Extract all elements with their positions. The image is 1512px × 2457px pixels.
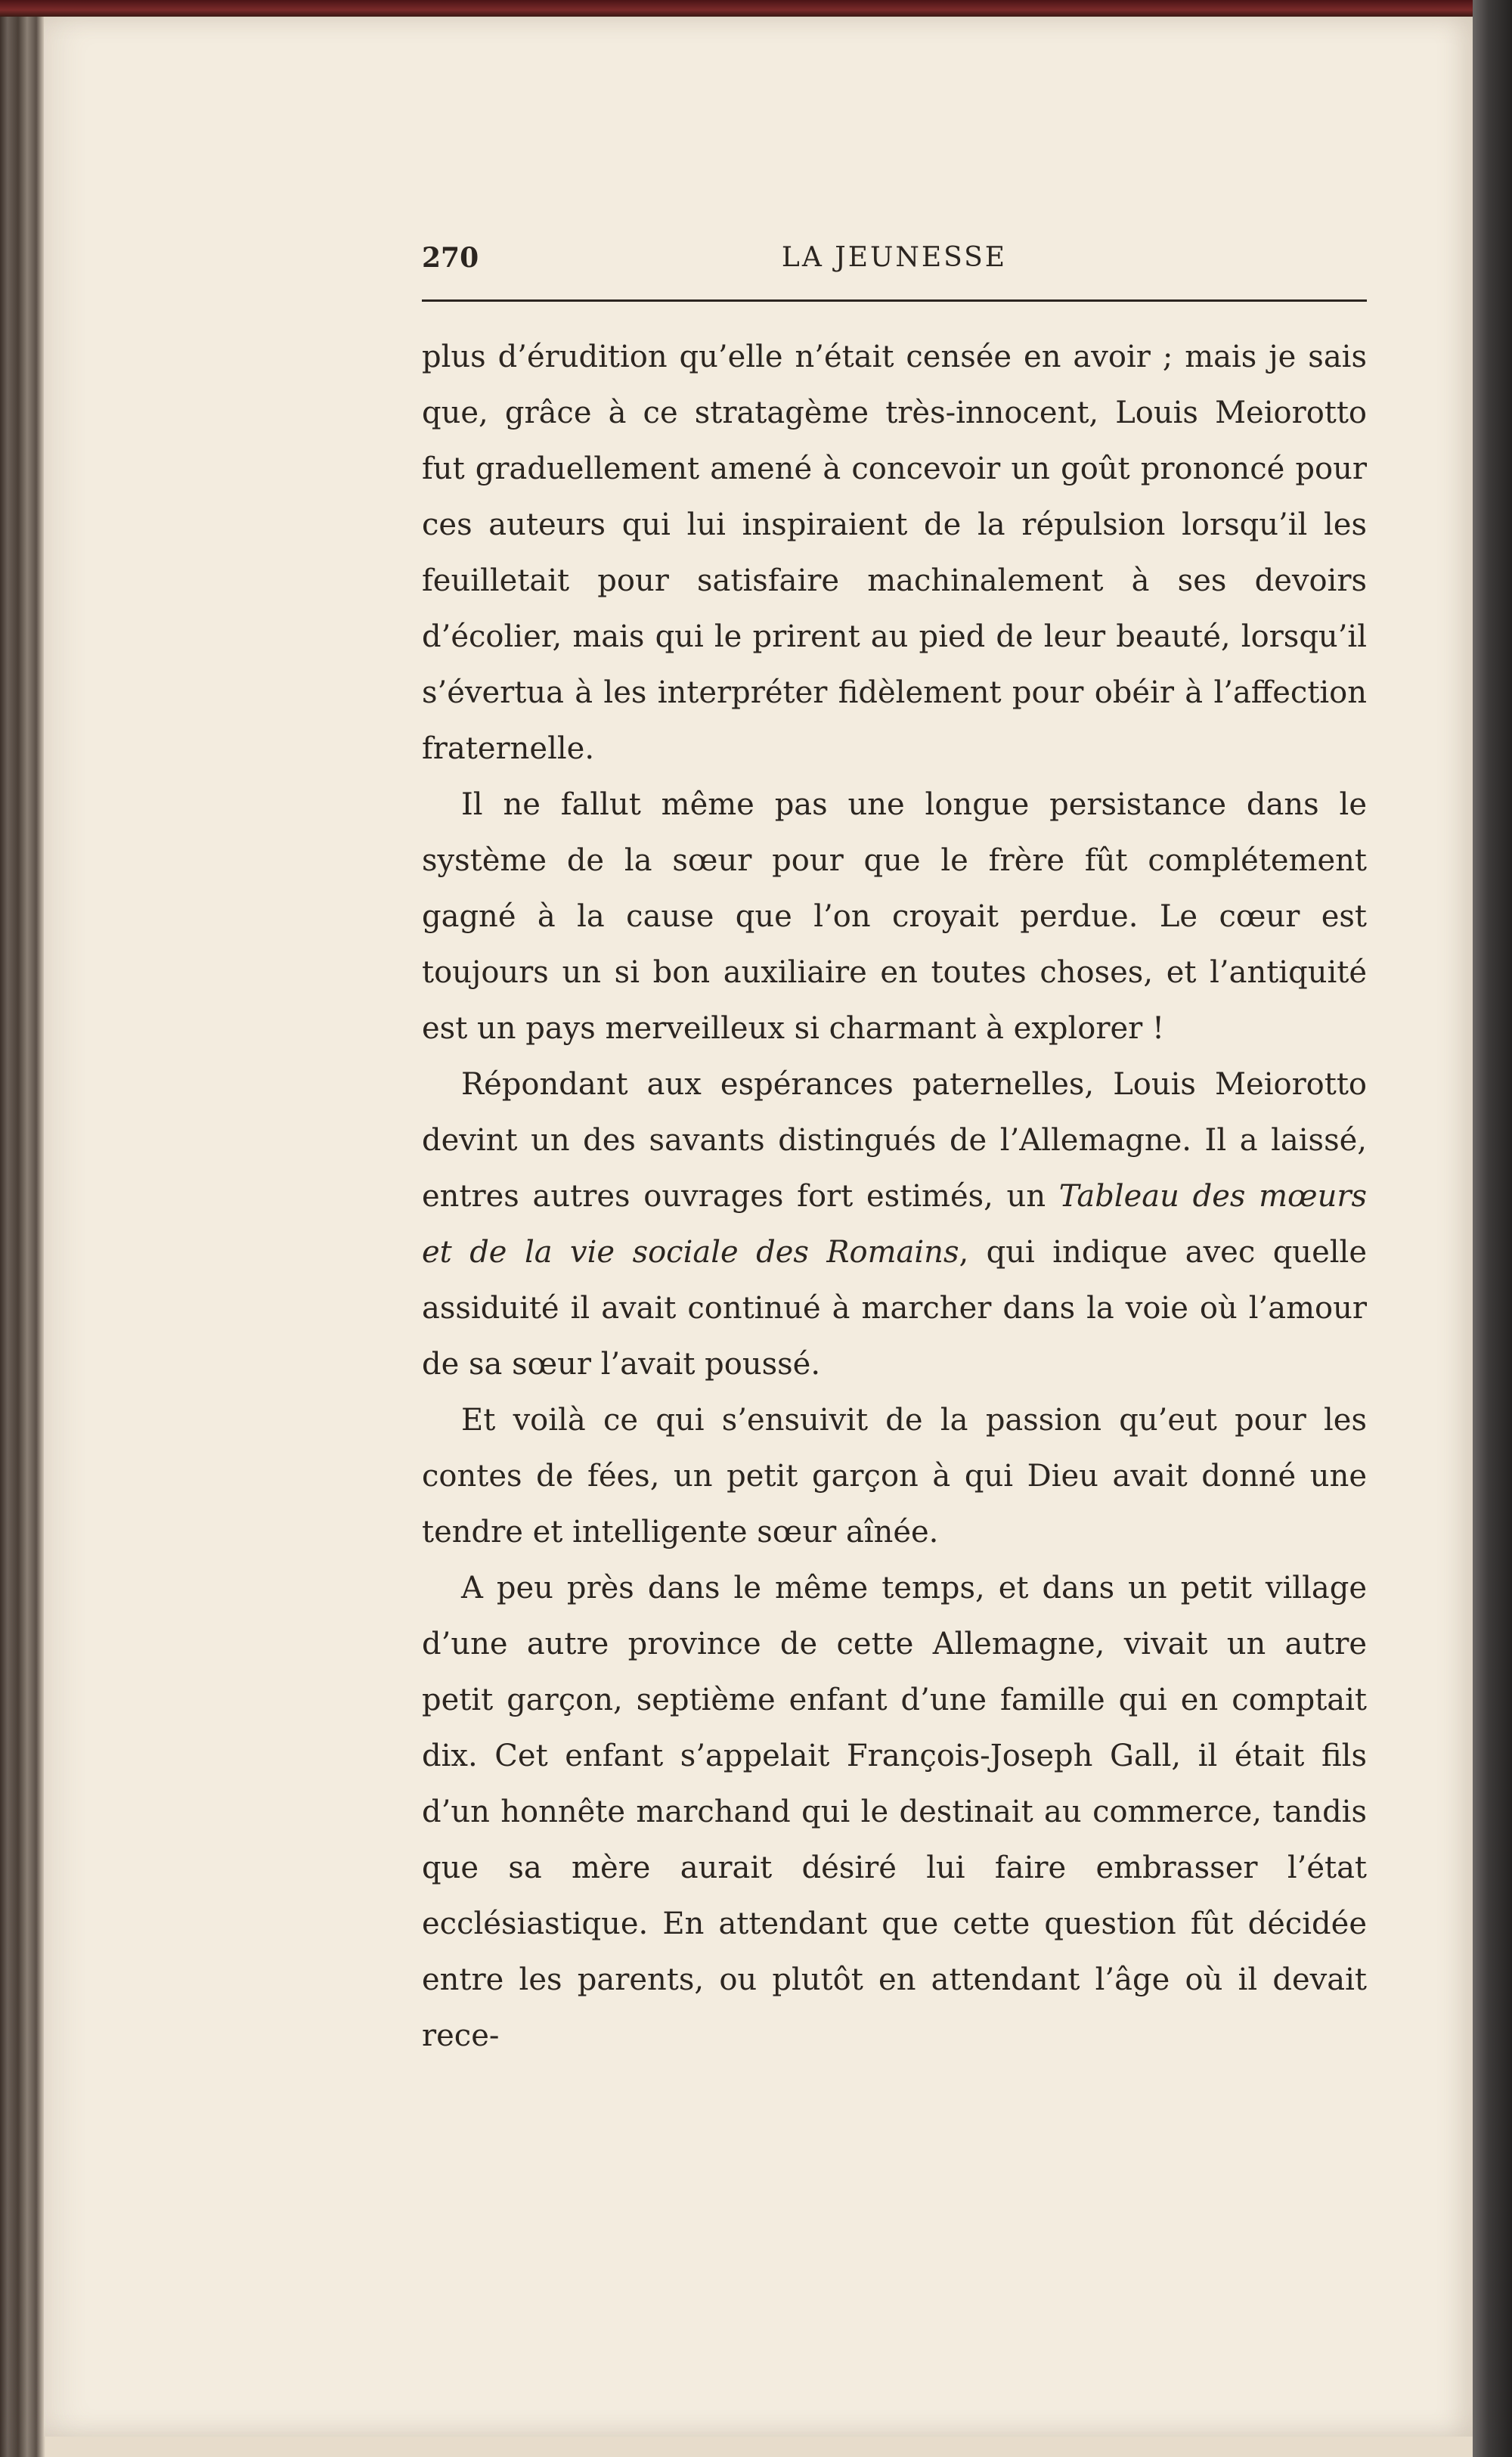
book-page: [44, 17, 1473, 2437]
paragraph-3-text-after: , qui indique avec quelle assiduité il avait continué à marcher dans la voie où l’amour de sa sœur l’avait poussé.: [422, 1235, 1367, 1382]
running-title: LA JEUNESSE: [781, 242, 1008, 273]
body-text: [422, 329, 1367, 2064]
paragraph-5: A peu près dans le même temps, et dans un petit village d’une autre province de cette Allemagne, vivait un autre petit garçon, septième enfant d’une famille qui en comptait dix. Cet enfant s’appelait François-Joseph Gall, il était fils d’un honnête marchand qui le destinait au commerce, tandis que sa mère aurait désiré lui faire embrasser l’état ecclésiastique. En attendant que cette question fût décidée entre les parents, ou plutôt en attendant l’âge où il devait rece-: [422, 1571, 1367, 2053]
page-content: [422, 236, 1367, 2064]
paragraph-1: plus d’érudition qu’elle n’était censée en avoir ; mais je sais que, grâce à ce stratagème très-innocent, Louis Meiorotto fut graduellement amené à concevoir un goût prononcé pour ces auteurs qui lui inspiraient de la répulsion lorsqu’il les feuilletait pour satisfaire machinalement à ses devoirs d’écolier, mais qui le prirent au pied de leur beauté, lorsqu’il s’évertua à les interpréter fidèlement pour obéir à l’affection fraternelle.: [422, 340, 1367, 766]
paragraph-2: Il ne fallut même pas une longue persistance dans le système de la sœur pour que le frère fût complétement gagné à la cause que l’on croyait perdue. Le cœur est toujours un si bon auxiliaire en toutes choses, et l’antiquité est un pays merveilleux si charmant à explorer !: [422, 787, 1367, 1046]
paragraph-3-text-before: Répondant aux espérances paternelles, Louis Meiorotto devint un des savants distingués de l’Allemagne. Il a laissé, entres autres ouvrages fort estimés, un: [422, 1067, 1367, 1214]
page-number: 270: [422, 242, 479, 274]
header-rule: [422, 299, 1367, 302]
book-title-italic: Tableau des mœurs et de la vie sociale des Romains: [422, 1179, 1367, 1270]
paragraph-3: [422, 1056, 1367, 1392]
book-binding-edge: [0, 0, 1512, 17]
running-head: [422, 236, 1367, 289]
book-cover-edge: [1473, 0, 1512, 2457]
paragraph-4: Et voilà ce qui s’ensuivit de la passion qu’eut pour les contes de fées, un petit garçon à qui Dieu avait donné une tendre et intelligente sœur aînée.: [422, 1403, 1367, 1550]
